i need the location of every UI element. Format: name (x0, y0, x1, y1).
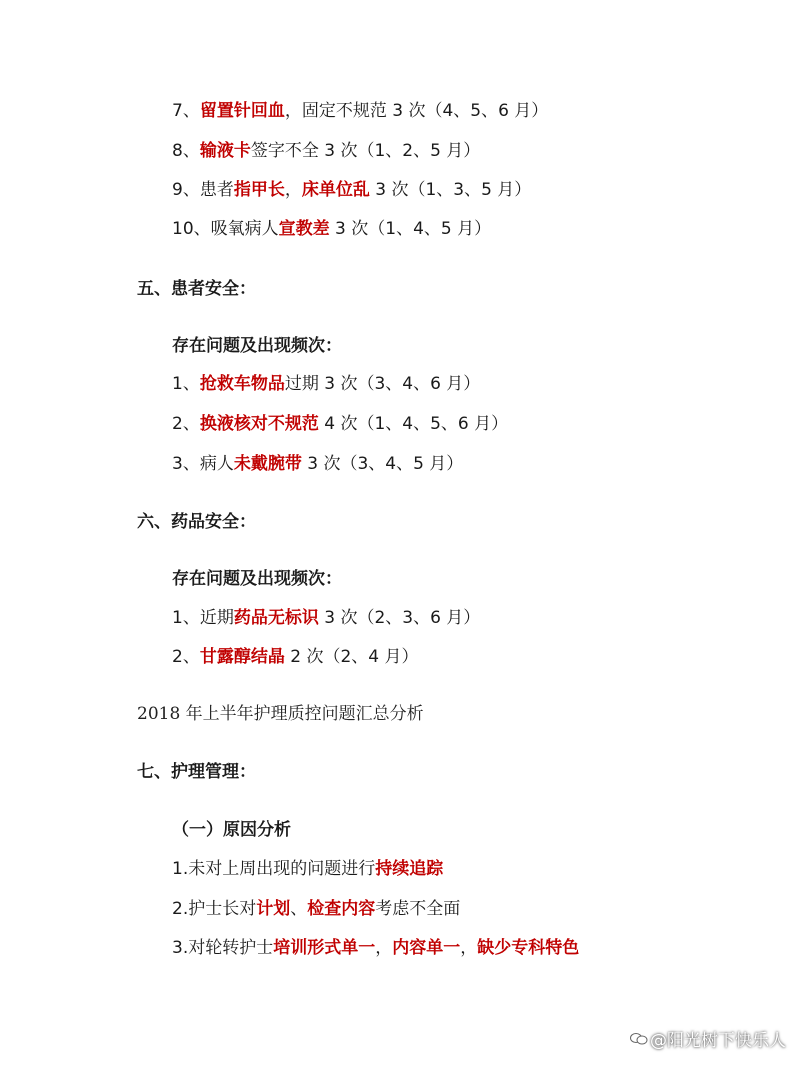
list-item-8 (172, 139, 480, 163)
section-5-item-2 (172, 412, 508, 436)
chat-bubble-icon (630, 1031, 648, 1051)
item-text-2: ， (460, 938, 478, 958)
item-text: 3 次（2、3、6 月） (318, 608, 481, 628)
item-text: 2 次（2、4 月） (284, 647, 419, 667)
item-highlight: 换液核对不规范 (199, 414, 319, 434)
item-text: ， (284, 180, 302, 200)
section-7-subtitle: （一）原因分析 (172, 820, 291, 840)
item-seq: 10、吸氧病人 (172, 219, 279, 239)
item-text: 、 (290, 899, 308, 919)
item-highlight-2: 检查内容 (307, 899, 376, 919)
item-seq: 9、患者 (172, 180, 234, 200)
section-7-item-2 (172, 897, 460, 921)
item-text-tail: 考虑不全面 (375, 899, 461, 919)
watermark (630, 1026, 786, 1051)
item-text: 4 次（1、4、5、6 月） (318, 414, 509, 434)
item-highlight: 留置针回血 (199, 101, 285, 121)
section-5-item-1 (172, 372, 480, 396)
item-highlight-2: 内容单一 (392, 938, 461, 958)
section-7-item-3 (172, 936, 579, 960)
item-highlight-2: 床单位乱 (301, 180, 370, 200)
item-seq: 2.护士长对 (172, 899, 257, 919)
item-seq: 3.对轮转护士 (172, 938, 274, 958)
item-seq: 1、 (172, 374, 200, 394)
item-seq: 1、近期 (172, 608, 234, 628)
watermark-text: @阳光树下快乐人 (650, 1031, 786, 1051)
document-title: 2018 年上半年护理质控问题汇总分析 (137, 704, 424, 724)
item-text: 3 次（1、4、5 月） (329, 219, 492, 239)
list-item-10 (172, 217, 491, 241)
item-text: 签字不全 3 次（1、2、5 月） (250, 141, 481, 161)
item-highlight: 药品无标识 (233, 608, 319, 628)
item-highlight: 甘露醇结晶 (199, 647, 285, 667)
item-seq: 3、病人 (172, 454, 234, 474)
item-text: ，固定不规范 3 次（4、5、6 月） (284, 101, 549, 121)
item-text: 过期 3 次（3、4、6 月） (284, 374, 481, 394)
item-highlight: 宣教差 (278, 219, 330, 239)
list-item-7 (172, 99, 548, 123)
section-5-subtitle: 存在问题及出现频次： (172, 336, 342, 356)
item-highlight: 抢救车物品 (199, 374, 285, 394)
list-item-9 (172, 178, 531, 202)
item-seq: 8、 (172, 141, 200, 161)
section-6-item-2 (172, 645, 419, 669)
item-text: 3 次（3、4、5 月） (301, 454, 464, 474)
item-seq: 2、 (172, 647, 200, 667)
item-highlight: 指甲长 (233, 180, 285, 200)
item-seq: 2、 (172, 414, 200, 434)
section-5-item-3 (172, 452, 463, 476)
section-6-subtitle: 存在问题及出现频次： (172, 569, 342, 589)
section-6-title: 六、药品安全： (137, 512, 256, 532)
section-6-item-1 (172, 606, 480, 630)
item-highlight: 培训形式单一 (273, 938, 376, 958)
item-highlight: 计划 (256, 899, 291, 919)
item-text: ， (375, 938, 393, 958)
section-5-title: 五、患者安全： (137, 279, 256, 299)
item-highlight: 持续追踪 (375, 859, 444, 879)
item-highlight-3: 缺少专科特色 (477, 938, 580, 958)
item-highlight: 未戴腕带 (233, 454, 302, 474)
section-7-item-1 (172, 857, 443, 881)
section-7-title: 七、护理管理： (137, 762, 256, 782)
item-text-tail: 3 次（1、3、5 月） (369, 180, 532, 200)
item-seq: 7、 (172, 101, 200, 121)
item-seq: 1.未对上周出现的问题进行 (172, 859, 376, 879)
item-highlight: 输液卡 (199, 141, 251, 161)
